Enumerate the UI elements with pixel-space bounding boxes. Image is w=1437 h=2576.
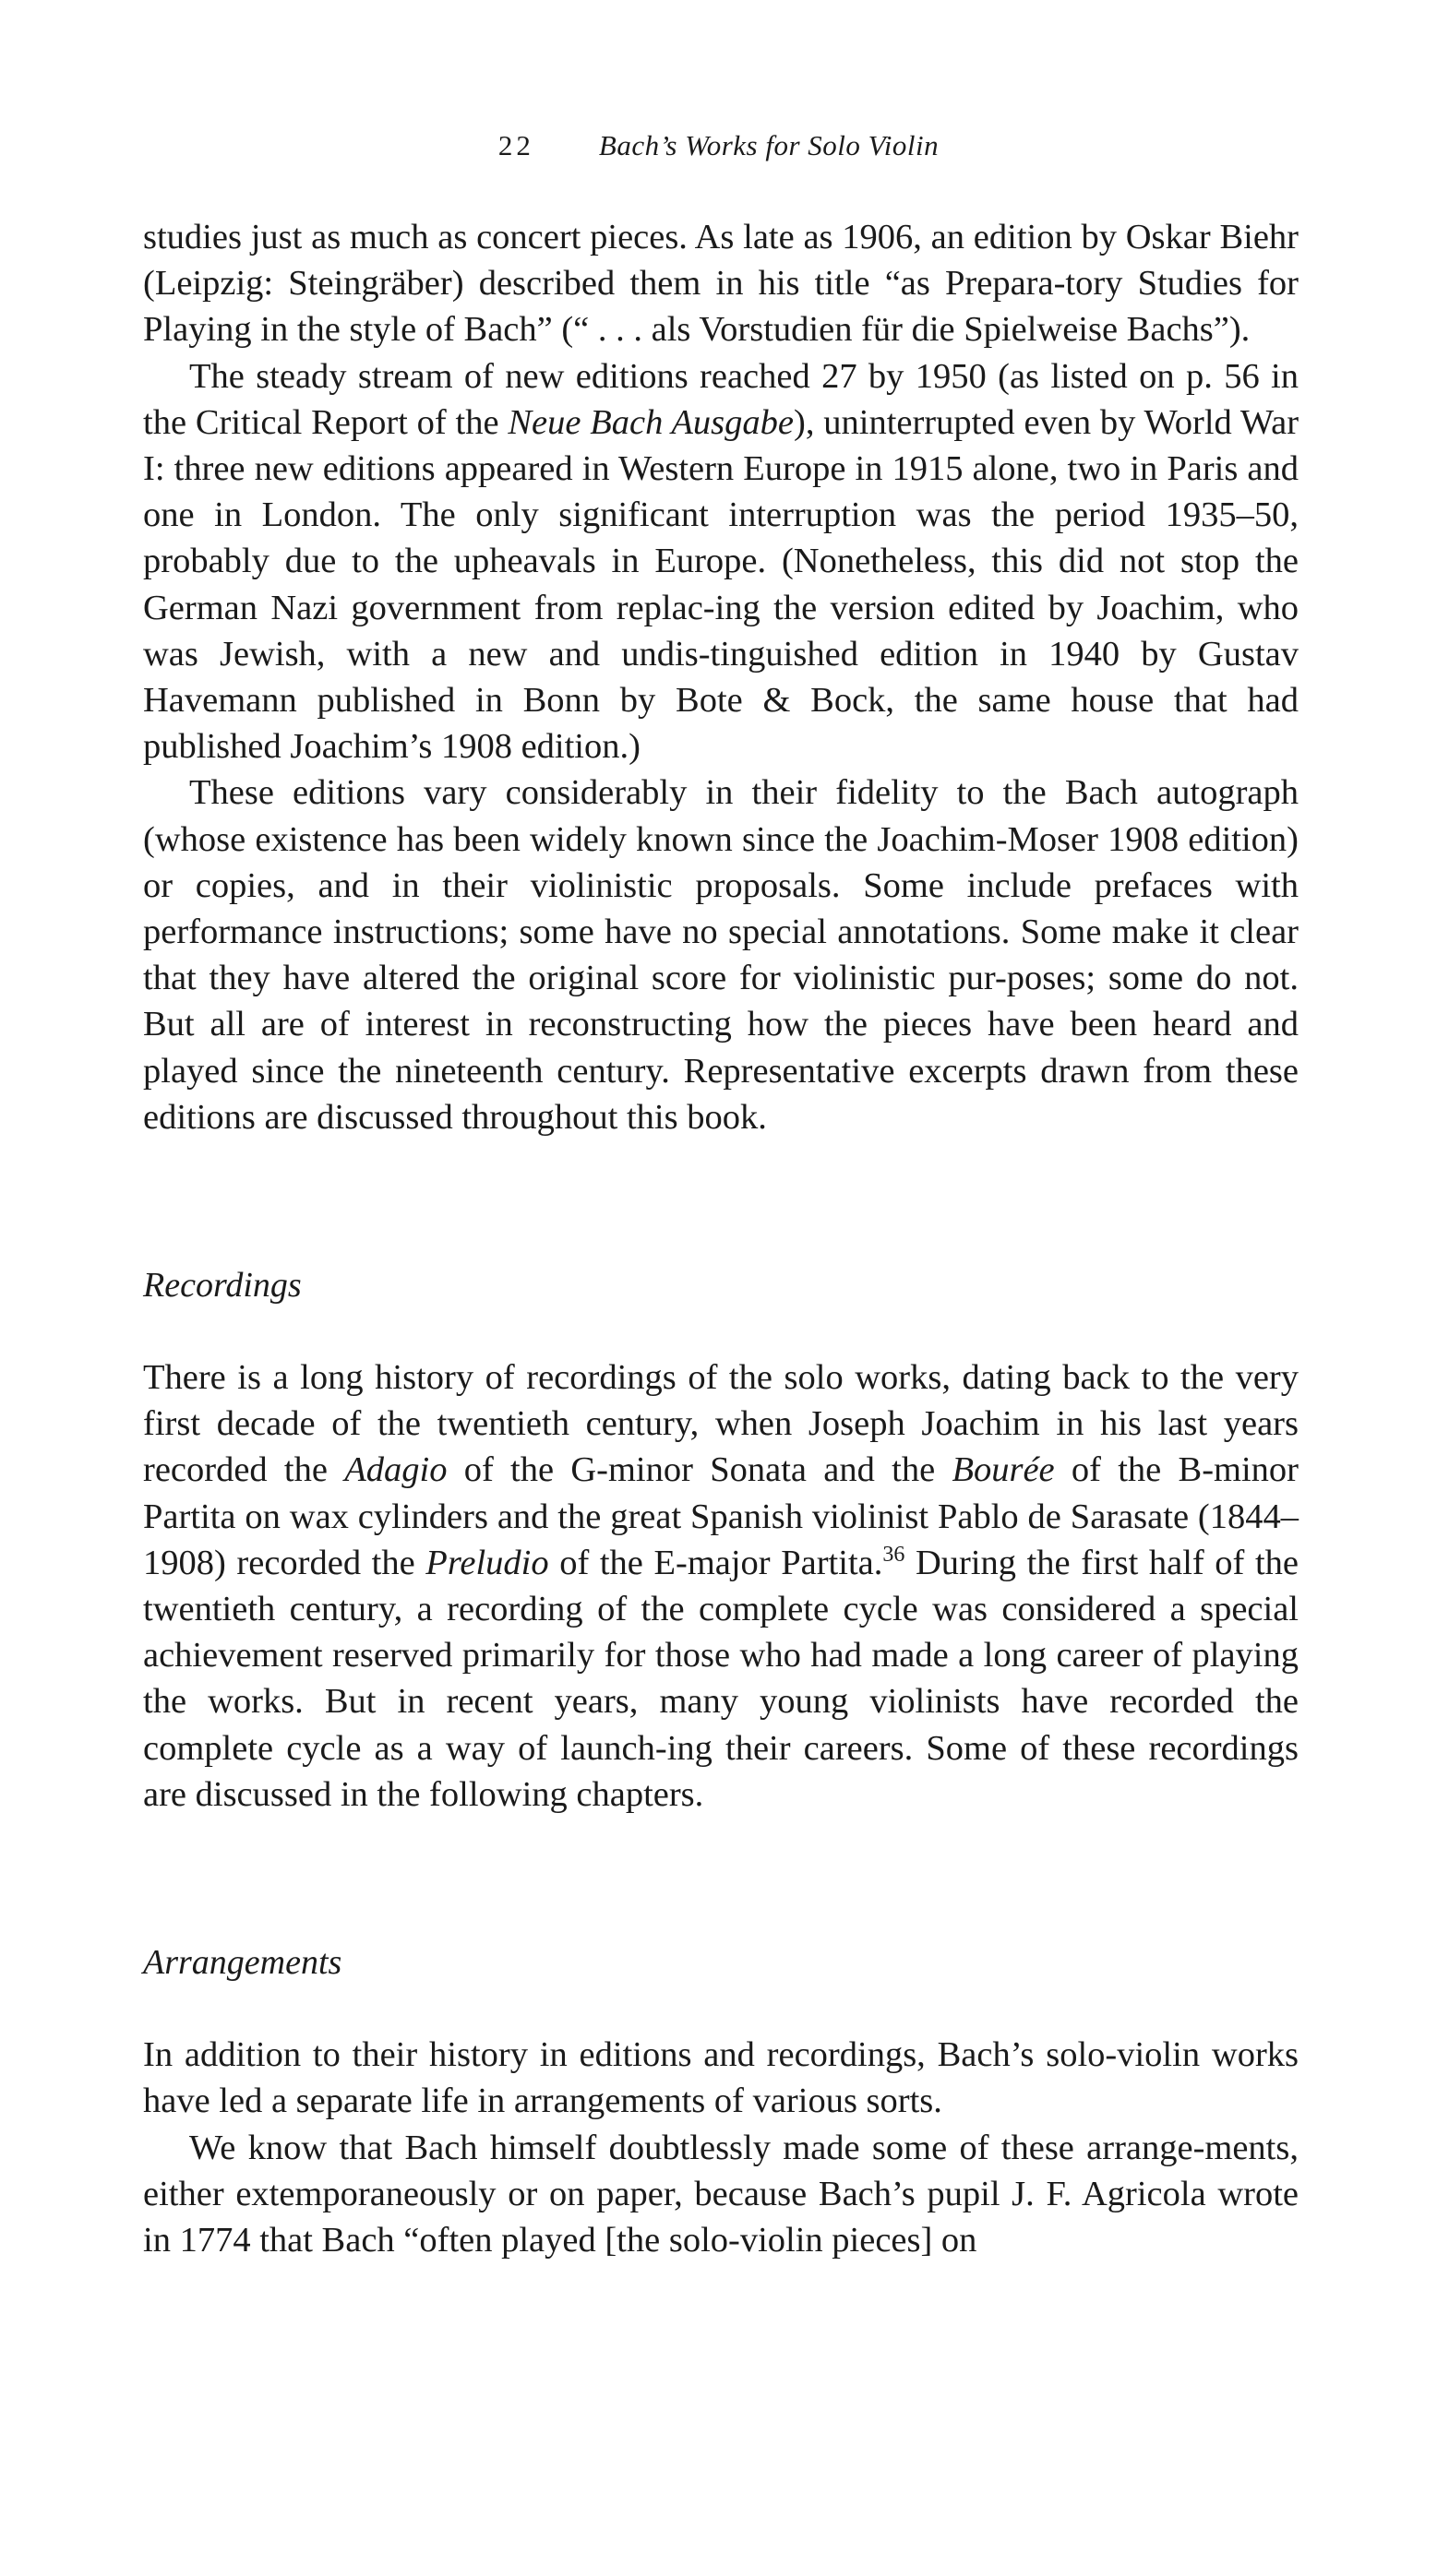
paragraph: [143, 2032, 1299, 2124]
text-run: In addition to their history in editions and recordings, Bach’s solo-violin works have led a separate life in arrangements of various sorts.: [143, 2035, 1299, 2121]
paragraph: [143, 2125, 1299, 2264]
text-run: During the first half of the twentieth century, a recording of the complete cycle was considered a special achievement reserved primarily for those who had made a long career of playing the works. But in recent years, many young violinists have recorded the complete cycle as a way of launch-ing their careers. Some of these recordings are discussed in the following chapters.: [143, 1543, 1299, 1814]
body-text: [143, 214, 1299, 2263]
running-head-title: Bach’s Works for Solo Violin: [598, 129, 940, 161]
text-run: ), uninterrupted even by World War I: three new editions appeared in Western Europe in 1915 alone, two in Paris and one in London. The only significant interruption was the period 1935–50, probably due to the upheavals in Europe. (Nonetheless, this did not stop the German Nazi government from replac-ing the version edited by Joachim, who was Jewish, with a new and undis-tinguished edition in 1940 by Gustav Havemann published in Bonn by Bote & Bock, the same house that had published Joachim’s 1908 edition.): [143, 402, 1299, 767]
italic-title: Bourée: [952, 1450, 1055, 1490]
text-run: of the G-minor Sonata and the: [447, 1450, 952, 1490]
paragraph: [143, 214, 1299, 353]
italic-title: Adagio: [344, 1450, 448, 1490]
section-heading-arrangements: Arrangements: [143, 1943, 342, 1983]
running-head: [0, 129, 1437, 162]
page-number: 22: [497, 129, 534, 161]
text-run: These editions vary considerably in their fidelity to the Bach autograph (whose existence has been widely known since the Joachim-Moser 1908 edition) or copies, and in their violinistic proposals. Some include prefaces with performance instructions; some have no special annotations. Some make it clear that they have altered the original score for violinistic pur-poses; some do not. But all are of interest in reconstructing how the pieces have been heard and played since the nineteenth century. Representative excerpts drawn from these editions are discussed throughout this book.: [143, 773, 1299, 1137]
footnote-reference: 36: [882, 1542, 905, 1567]
text-run: of the B-minor Partita on wax cylinders and the great Spanish violinist Pablo de Sarasate (1844–1908) recorded the: [143, 1450, 1299, 1582]
text-run: There is a long history of recordings of the solo works, dating back to the very first decade of the twentieth century, when Joseph Joachim in his last years recorded the: [143, 1358, 1299, 1490]
section-heading-recordings: Recordings: [143, 1266, 302, 1306]
italic-title: Neue Bach Ausgabe: [508, 402, 795, 442]
text-run: of the E-major Partita.: [548, 1543, 883, 1582]
paragraph: [143, 353, 1299, 770]
italic-title: Preludio: [425, 1543, 549, 1582]
text-run: We know that Bach himself doubtlessly made some of these arrange-ments, either extemporaneously or on paper, because Bach’s pupil J. F. Agricola wrote in 1774 that Bach “often played [the solo-violin pieces] on: [143, 2128, 1299, 2260]
text-run: The steady stream of new editions reached 27 by 1950 (as listed on p. 56 in the Critical Report of the: [143, 356, 1299, 442]
paragraph: [143, 769, 1299, 1140]
paragraph: [143, 1354, 1299, 1818]
text-run: studies just as much as concert pieces. As late as 1906, an edition by Oskar Biehr (Leipzig: Steingräber) described them in his title “as Prepara-tory Studies for Playing in the style of Bach” (“ . . . als Vorstudien für die Spielweise Bachs”).: [143, 218, 1299, 350]
